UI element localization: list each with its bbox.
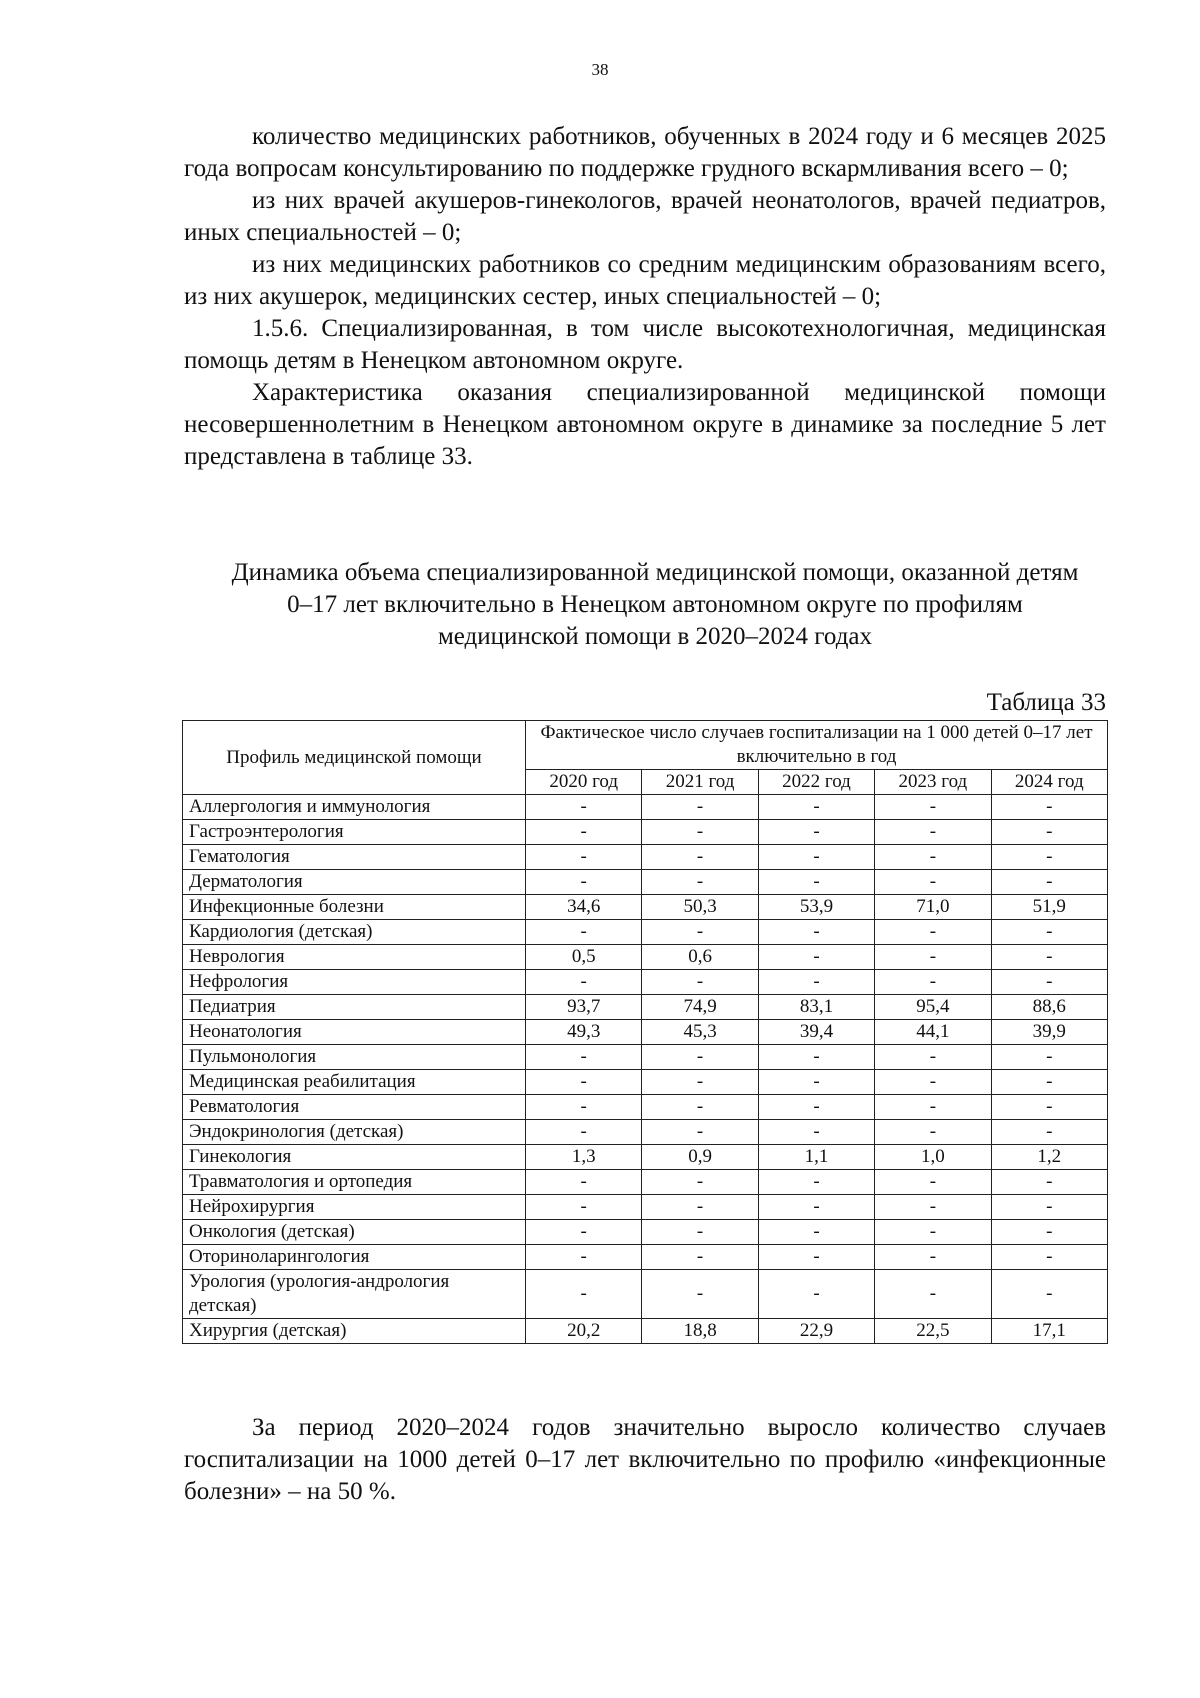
profile-cell: Пульмонология (183, 1045, 526, 1070)
table-row (183, 870, 1108, 895)
value-cell: - (642, 970, 758, 995)
value-cell: - (991, 1195, 1107, 1220)
profile-cell: Кардиология (детская) (183, 920, 526, 945)
value-cell: - (758, 795, 874, 820)
value-cell: 0,9 (642, 1145, 758, 1170)
value-cell: - (642, 1170, 758, 1195)
paragraph-doctors: из них врачей акушеров-гинекологов, врачей неонатологов, врачей педиатров, иных специальностей – 0; (184, 187, 1106, 246)
value-cell: 45,3 (642, 1020, 758, 1045)
value-cell: - (642, 1270, 758, 1319)
value-cell: - (875, 1045, 991, 1070)
value-cell: - (758, 1045, 874, 1070)
value-cell: - (758, 1270, 874, 1319)
value-cell: - (758, 1070, 874, 1095)
table-row (183, 1145, 1108, 1170)
value-cell: - (642, 1095, 758, 1120)
value-cell: 71,0 (875, 895, 991, 920)
value-cell: - (642, 920, 758, 945)
value-cell: - (875, 1070, 991, 1095)
profile-cell: Медицинская реабилитация (183, 1070, 526, 1095)
table-row (183, 945, 1108, 970)
table-row (183, 820, 1108, 845)
value-cell: 17,1 (991, 1319, 1107, 1344)
value-cell: - (526, 1045, 642, 1070)
value-cell: 0,6 (642, 945, 758, 970)
profile-cell: Педиатрия (183, 995, 526, 1020)
value-cell: - (526, 1120, 642, 1145)
table-row (183, 920, 1108, 945)
value-cell: - (526, 870, 642, 895)
table-body (183, 795, 1108, 1344)
profile-cell: Неонатология (183, 1020, 526, 1045)
value-cell: 51,9 (991, 895, 1107, 920)
value-cell: - (991, 820, 1107, 845)
value-cell: - (991, 1120, 1107, 1145)
profile-cell: Нефрология (183, 970, 526, 995)
table-row (183, 1245, 1108, 1270)
value-cell: - (642, 1070, 758, 1095)
table-header-row (183, 721, 1108, 770)
value-cell: - (642, 870, 758, 895)
value-cell: - (875, 845, 991, 870)
profile-cell: Ревматология (183, 1095, 526, 1120)
value-cell: - (991, 870, 1107, 895)
value-cell: - (758, 1195, 874, 1220)
profile-cell: Травматология и ортопедия (183, 1170, 526, 1195)
value-cell: - (758, 945, 874, 970)
value-cell: - (991, 970, 1107, 995)
value-cell: 53,9 (758, 895, 874, 920)
value-cell: 20,2 (526, 1319, 642, 1344)
value-cell: - (526, 795, 642, 820)
value-cell: - (991, 795, 1107, 820)
value-cell: - (875, 945, 991, 970)
value-cell: - (991, 1045, 1107, 1070)
value-cell: 1,0 (875, 1145, 991, 1170)
profile-cell: Дерматология (183, 870, 526, 895)
table-row (183, 995, 1108, 1020)
closing-paragraph: За период 2020–2024 годов значительно выросло количество случаев госпитализации на 1000 детей 0–17 лет включительно по профилю «инфекционные болезни» – на 50 %. (184, 1414, 1106, 1505)
value-cell: 83,1 (758, 995, 874, 1020)
intro-text (184, 121, 1106, 473)
value-cell: - (991, 1245, 1107, 1270)
value-cell: - (875, 1270, 991, 1319)
value-cell: - (642, 795, 758, 820)
value-cell: - (526, 820, 642, 845)
value-cell: - (875, 870, 991, 895)
value-cell: - (991, 920, 1107, 945)
table-row (183, 1045, 1108, 1070)
value-cell: - (758, 1120, 874, 1145)
value-cell: - (991, 1270, 1107, 1319)
value-cell: - (526, 920, 642, 945)
value-cell: - (875, 820, 991, 845)
value-cell: 1,2 (991, 1145, 1107, 1170)
table-row (183, 845, 1108, 870)
table-row (183, 1220, 1108, 1245)
value-cell: - (875, 970, 991, 995)
value-cell: - (991, 1220, 1107, 1245)
profile-cell: Гастроэнтерология (183, 820, 526, 845)
value-cell: - (526, 1095, 642, 1120)
profile-cell: Инфекционные болезни (183, 895, 526, 920)
value-cell: - (875, 1245, 991, 1270)
value-cell: - (526, 1170, 642, 1195)
profile-cell: Нейрохирургия (183, 1195, 526, 1220)
value-cell: - (526, 1070, 642, 1095)
value-cell: 18,8 (642, 1319, 758, 1344)
value-cell: - (991, 1095, 1107, 1120)
value-cell: - (875, 795, 991, 820)
value-cell: - (758, 820, 874, 845)
value-cell: - (875, 1195, 991, 1220)
value-cell: - (642, 1045, 758, 1070)
value-cell: - (526, 1220, 642, 1245)
value-cell: 49,3 (526, 1020, 642, 1045)
table-row (183, 1170, 1108, 1195)
value-cell: - (875, 1120, 991, 1145)
table-row (183, 1195, 1108, 1220)
table-row (183, 1020, 1108, 1045)
value-cell: - (758, 1170, 874, 1195)
value-cell: 93,7 (526, 995, 642, 1020)
value-cell: - (875, 1170, 991, 1195)
table-row (183, 1270, 1108, 1319)
value-cell: - (642, 1120, 758, 1145)
year-header: 2020 год (526, 770, 642, 795)
profile-cell: Неврология (183, 945, 526, 970)
value-cell: 1,1 (758, 1145, 874, 1170)
group-header: Фактическое число случаев госпитализации на 1 000 детей 0–17 лет включительно в год (526, 721, 1108, 770)
value-cell: - (991, 1070, 1107, 1095)
profile-cell: Гинекология (183, 1145, 526, 1170)
profile-cell: Гематология (183, 845, 526, 870)
value-cell: - (758, 845, 874, 870)
profile-cell: Урология (урология-андрология детская) (183, 1270, 526, 1319)
profile-cell: Эндокринология (детская) (183, 1120, 526, 1145)
table-row (183, 1070, 1108, 1095)
value-cell: 50,3 (642, 895, 758, 920)
value-cell: 88,6 (991, 995, 1107, 1020)
value-cell: 0,5 (526, 945, 642, 970)
profile-cell: Хирургия (детская) (183, 1319, 526, 1344)
value-cell: - (758, 1220, 874, 1245)
table-row (183, 1120, 1108, 1145)
value-cell: 95,4 (875, 995, 991, 1020)
table-row (183, 1095, 1108, 1120)
section-heading-1-5-6: 1.5.6. Специализированная, в том числе высокотехнологичная, медицинская помощь детям в Ненецком автономном округе. (184, 315, 1106, 374)
table-label: Таблица 33 (986, 689, 1106, 716)
value-cell: - (642, 1195, 758, 1220)
table-row (183, 895, 1108, 920)
year-header: 2022 год (758, 770, 874, 795)
paragraph-trained-staff: количество медицинских работников, обученных в 2024 году и 6 месяцев 2025 года вопросам консультированию по поддержке грудного вскармливания всего – 0; (184, 123, 1106, 182)
value-cell: - (526, 1245, 642, 1270)
value-cell: 1,3 (526, 1145, 642, 1170)
table-caption: Динамика объема специализированной медицинской помощи, оказанной детям 0–17 лет включительно в Ненецком автономном округе по профилям медицинской помощи в 2020–2024 годах (231, 559, 1079, 650)
value-cell: - (758, 970, 874, 995)
value-cell: - (642, 845, 758, 870)
profile-header: Профиль медицинской помощи (183, 721, 526, 795)
table-row (183, 795, 1108, 820)
value-cell: - (526, 970, 642, 995)
value-cell: 74,9 (642, 995, 758, 1020)
value-cell: - (875, 920, 991, 945)
value-cell: - (875, 1095, 991, 1120)
value-cell: 39,4 (758, 1020, 874, 1045)
profile-cell: Онкология (детская) (183, 1220, 526, 1245)
profile-cell: Аллергология и иммунология (183, 795, 526, 820)
value-cell: - (758, 1245, 874, 1270)
value-cell: - (642, 1245, 758, 1270)
value-cell: 34,6 (526, 895, 642, 920)
value-cell: - (642, 1220, 758, 1245)
year-header: 2023 год (875, 770, 991, 795)
table-row (183, 970, 1108, 995)
value-cell: - (526, 845, 642, 870)
year-header: 2024 год (991, 770, 1107, 795)
value-cell: - (991, 845, 1107, 870)
value-cell: 39,9 (991, 1020, 1107, 1045)
value-cell: - (875, 1220, 991, 1245)
profile-cell: Оториноларингология (183, 1245, 526, 1270)
paragraph-table-reference: Характеристика оказания специализированной медицинской помощи несовершеннолетним в Ненецком автономном округе в динамике за последние 5 лет представлена в таблице 33. (184, 379, 1106, 470)
value-cell: 22,9 (758, 1319, 874, 1344)
value-cell: - (642, 820, 758, 845)
value-cell: - (758, 920, 874, 945)
page-number: 38 (591, 60, 609, 79)
hospitalization-table (182, 720, 1108, 1344)
year-header: 2021 год (642, 770, 758, 795)
value-cell: - (526, 1195, 642, 1220)
value-cell: - (758, 870, 874, 895)
value-cell: - (758, 1095, 874, 1120)
value-cell: 22,5 (875, 1319, 991, 1344)
value-cell: - (991, 945, 1107, 970)
value-cell: - (991, 1170, 1107, 1195)
value-cell: - (526, 1270, 642, 1319)
paragraph-nurses: из них медицинских работников со средним медицинским образованиям всего, из них акушерок, медицинских сестер, иных специальностей – 0; (184, 251, 1106, 310)
closing-text (184, 1412, 1106, 1508)
table-row (183, 1319, 1108, 1344)
value-cell: 44,1 (875, 1020, 991, 1045)
